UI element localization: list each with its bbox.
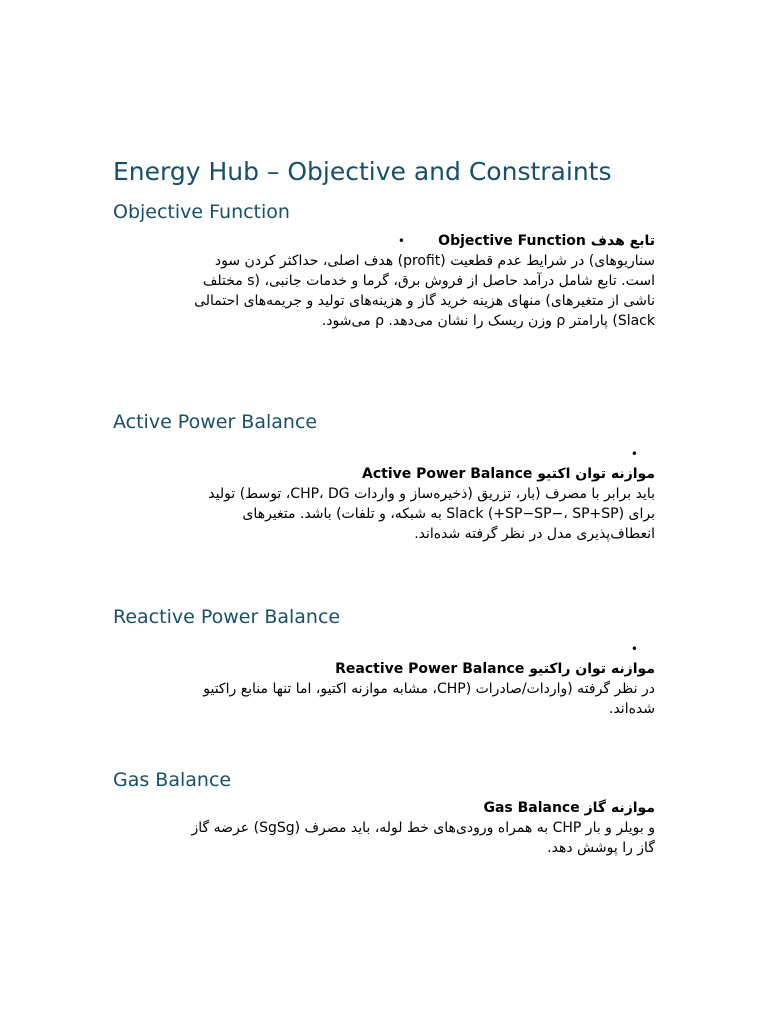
section-active-power-balance xyxy=(113,410,655,544)
section-objective-function xyxy=(113,200,655,331)
bullet-label: موازنه توان راکتیو Reactive Power Balance xyxy=(335,661,655,677)
paragraph-line: گاز را پوشش دهد. xyxy=(547,840,655,856)
bullet-icon: • xyxy=(630,447,638,461)
paragraph-line: باید برابر با مصرف (بار، تزریق (ذخیره‌ساز و واردات CHP، DG، توسط) تولید xyxy=(208,486,655,502)
paragraph-line: ناشی از متغیرهای) منهای هزینه خرید گاز و هزینه‌های تولید و جریمه‌های احتمالی xyxy=(194,293,655,309)
document-title: Energy Hub – Objective and Constraints xyxy=(113,157,612,186)
paragraph-line: و بویلر و بار CHP به همراه ورودی‌های خط لوله، باید مصرف (SgSg) عرضه گاز xyxy=(191,820,655,836)
bullet-item xyxy=(113,444,655,464)
bullet-label: موازنه گاز Gas Balance xyxy=(483,800,655,816)
bullet-item xyxy=(113,231,655,251)
section-body xyxy=(113,639,655,719)
paragraph-line: شده‌اند. xyxy=(609,701,655,717)
section-heading: Active Power Balance xyxy=(113,411,318,433)
bullet-item xyxy=(113,639,655,659)
paragraph-line: انعطاف‌پذیری مدل در نظر گرفته شده‌اند. xyxy=(414,526,655,542)
bullet-icon: • xyxy=(630,642,638,656)
bullet-label: تابع هدف Objective Function xyxy=(438,233,655,249)
section-body xyxy=(113,231,655,331)
section-reactive-power-balance xyxy=(113,605,655,719)
section-heading: Gas Balance xyxy=(113,769,232,791)
section-gas-balance xyxy=(113,768,655,858)
paragraph-line: در نظر گرفته (واردات/صادرات (CHP، مشابه موازنه اکتیو، اما تنها منابع راکتیو xyxy=(203,681,655,697)
bullet-label: موازنه توان اکتیو Active Power Balance xyxy=(362,466,655,482)
paragraph-line: سناریوهای) در شرایط عدم قطعیت (profit) هدف اصلی، حداکثر کردن سود xyxy=(214,253,655,269)
section-heading: Objective Function xyxy=(113,201,290,223)
paragraph-line: است. تابع شامل درآمد حاصل از فروش برق، گرما و خدمات جانبی، (s مختلف xyxy=(202,273,655,289)
section-heading: Reactive Power Balance xyxy=(113,606,341,628)
bullet-icon: • xyxy=(397,234,405,248)
section-body xyxy=(113,444,655,544)
paragraph-line: Slack) پارامتر ρ وزن ریسک را نشان می‌دهد. ρ می‌شود. xyxy=(321,313,655,329)
paragraph-line: برای (SP−SP−، SP+SP+) Slack به شبکه، و تلفات) باشد. متغیرهای xyxy=(242,506,655,522)
section-body xyxy=(113,798,655,858)
